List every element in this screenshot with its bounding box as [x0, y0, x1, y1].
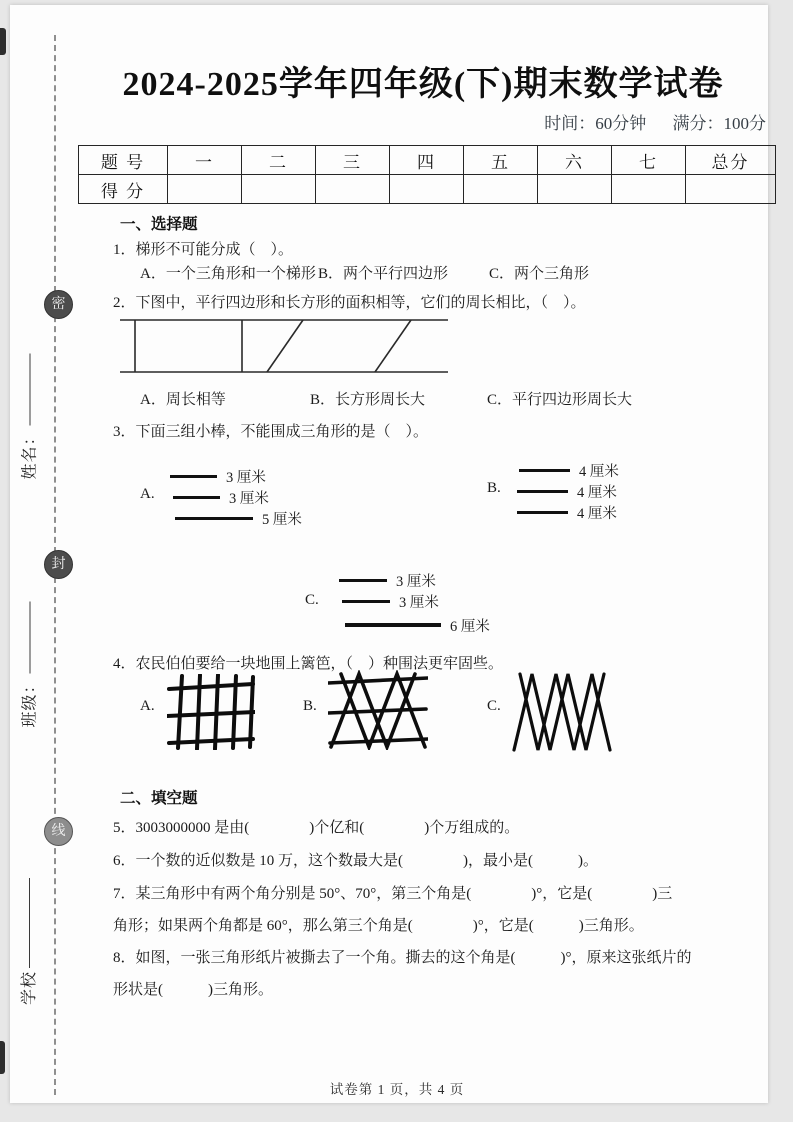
score-table-empty-cell: [390, 175, 464, 204]
q3-group-b-label: B.: [487, 480, 501, 496]
school-field-label: 学校: [21, 970, 38, 1005]
q3-stick-group-c: [305, 570, 505, 640]
score-table-cell-1: 一: [168, 146, 242, 175]
question-3-text: 3．下面三组小棒，不能围成三角形的是（ ）。: [113, 424, 429, 440]
question-6-text: 6．一个数的近似数是 10 万，这个数最大是( )，最小是( )。: [113, 853, 598, 869]
score-table-empty-cell: [686, 175, 776, 204]
section-2-heading: 二、填空题: [120, 790, 198, 807]
score-table-cell-2: 二: [242, 146, 316, 175]
exam-title: 2024-2025学年四年级(下)期末数学试卷: [122, 66, 724, 103]
question-2-options: [0, 388, 793, 408]
question-1-text: 1．梯形不可能分成（ ）。: [113, 242, 294, 258]
score-table-cell-total: 总分: [686, 146, 776, 175]
class-field-label: 班级：: [21, 676, 39, 728]
exam-full-score: 满分：100分: [672, 114, 766, 133]
stick-line: [170, 475, 217, 478]
stick-line: [345, 623, 441, 626]
stick-row: [170, 487, 302, 508]
seal-stamp-feng: 封: [44, 550, 73, 579]
school-field: [18, 845, 42, 1005]
stick-length-label: 3 厘米: [229, 491, 269, 507]
stick-length-label: 3 厘米: [396, 574, 436, 590]
stick-row: [339, 591, 490, 612]
q3-group-b-rows: [517, 460, 619, 523]
q2-option-c: C．平行四边形周长大: [487, 392, 633, 408]
score-table-empty-cell: [538, 175, 612, 204]
question-7-text-line1: 7．某三角形中有两个角分别是 50°、70°，第三个角是( )°，它是( )三: [113, 886, 673, 902]
q3-group-a-rows: [170, 466, 302, 529]
q3-group-a-label: A.: [140, 486, 155, 502]
question-7-text-line2: 角形；如果两个角都是 60°，那么第三个角是( )°，它是( )三角形。: [113, 918, 644, 934]
score-table-empty-cell: [464, 175, 538, 204]
name-field-label: 姓名：: [21, 428, 39, 480]
footer-page-number: 试卷第 1 页，共 4 页: [329, 1082, 465, 1097]
stick-line: [173, 496, 220, 499]
score-table-empty-cell: [316, 175, 390, 204]
fence-zigzag-figure: [512, 670, 612, 752]
stick-line: [339, 579, 387, 582]
question-5-text: 5．3003000000 是由( )个亿和( )个万组成的。: [113, 820, 520, 836]
q1-option-b: B．两个平行四边形: [318, 266, 449, 282]
q2-option-b: B．长方形周长大: [310, 392, 426, 408]
stick-row: [170, 466, 302, 487]
stick-line: [519, 469, 570, 472]
scan-edge-mark-bottom: [0, 1041, 5, 1074]
stick-row: [517, 481, 619, 502]
stick-length-label: 3 厘米: [399, 595, 439, 611]
score-table-header-row: [79, 146, 776, 175]
score-table-cell-defen: 得 分: [79, 175, 168, 204]
stick-line: [175, 517, 253, 520]
stick-row: [339, 570, 490, 591]
q1-option-c: C．两个三角形: [489, 266, 590, 282]
score-table-empty-cell: [242, 175, 316, 204]
stick-line: [517, 511, 568, 514]
question-4-text: 4．农民伯伯要给一块地围上篱笆，（ ）种围法更牢固些。: [113, 656, 504, 672]
fence-cross-grid-figure: [328, 670, 428, 750]
stick-length-label: 4 厘米: [579, 464, 619, 480]
fence-grid-figure: [167, 674, 255, 750]
stick-line: [517, 490, 568, 493]
stick-line: [342, 600, 390, 603]
stick-row: [339, 612, 490, 638]
scan-edge-mark-top: [0, 28, 6, 55]
section-1-heading: 一、选择题: [120, 216, 198, 233]
score-table-cell-3: 三: [316, 146, 390, 175]
score-table-empty-cell: [168, 175, 242, 204]
class-blank-line: [30, 601, 31, 673]
stick-length-label: 6 厘米: [450, 618, 490, 635]
stick-length-label: 4 厘米: [577, 506, 617, 522]
q4-option-c-label: C.: [487, 698, 501, 714]
score-table-cell-4: 四: [390, 146, 464, 175]
stick-row: [170, 508, 302, 529]
seal-stamp-xian: 线: [44, 817, 73, 846]
stick-length-label: 4 厘米: [577, 485, 617, 501]
exam-time: 时间：60分钟: [544, 114, 647, 133]
score-table-score-row: [79, 175, 776, 204]
score-table-cell-7: 七: [612, 146, 686, 175]
score-table-empty-cell: [612, 175, 686, 204]
q3-stick-group-a: [140, 466, 320, 532]
question-8-text-line2: 形状是( )三角形。: [113, 982, 273, 998]
question-1-options: [0, 262, 793, 282]
q3-group-c-rows: [339, 570, 490, 638]
stick-row: [517, 460, 619, 481]
exam-meta: [544, 109, 766, 134]
stick-length-label: 5 厘米: [262, 512, 302, 528]
score-table-cell-5: 五: [464, 146, 538, 175]
q1-option-a: A．一个三角形和一个梯形: [140, 266, 316, 282]
question-8-text-line1: 8．如图，一张三角形纸片被撕去了一个角。撕去的这个角是( )°，原来这张纸片的: [113, 950, 692, 966]
class-field: [19, 573, 43, 728]
seal-stamp-mi: 密: [44, 290, 73, 319]
score-table: [78, 145, 776, 204]
score-table-cell-6: 六: [538, 146, 612, 175]
stick-length-label: 3 厘米: [226, 470, 266, 486]
q3-stick-group-b: [487, 460, 667, 526]
school-blank-line: [29, 878, 30, 968]
question-2-text: 2．下图中，平行四边形和长方形的面积相等，它们的周长相比，（ ）。: [113, 295, 586, 311]
q3-group-c-label: C.: [305, 592, 319, 608]
stick-row: [517, 502, 619, 523]
score-table-cell-tihao: 题 号: [79, 146, 168, 175]
rectangle-parallelogram-figure: [118, 317, 450, 375]
q4-option-b-label: B.: [303, 698, 317, 714]
q2-option-a: A．周长相等: [140, 392, 226, 408]
q4-option-a-label: A.: [140, 698, 155, 714]
